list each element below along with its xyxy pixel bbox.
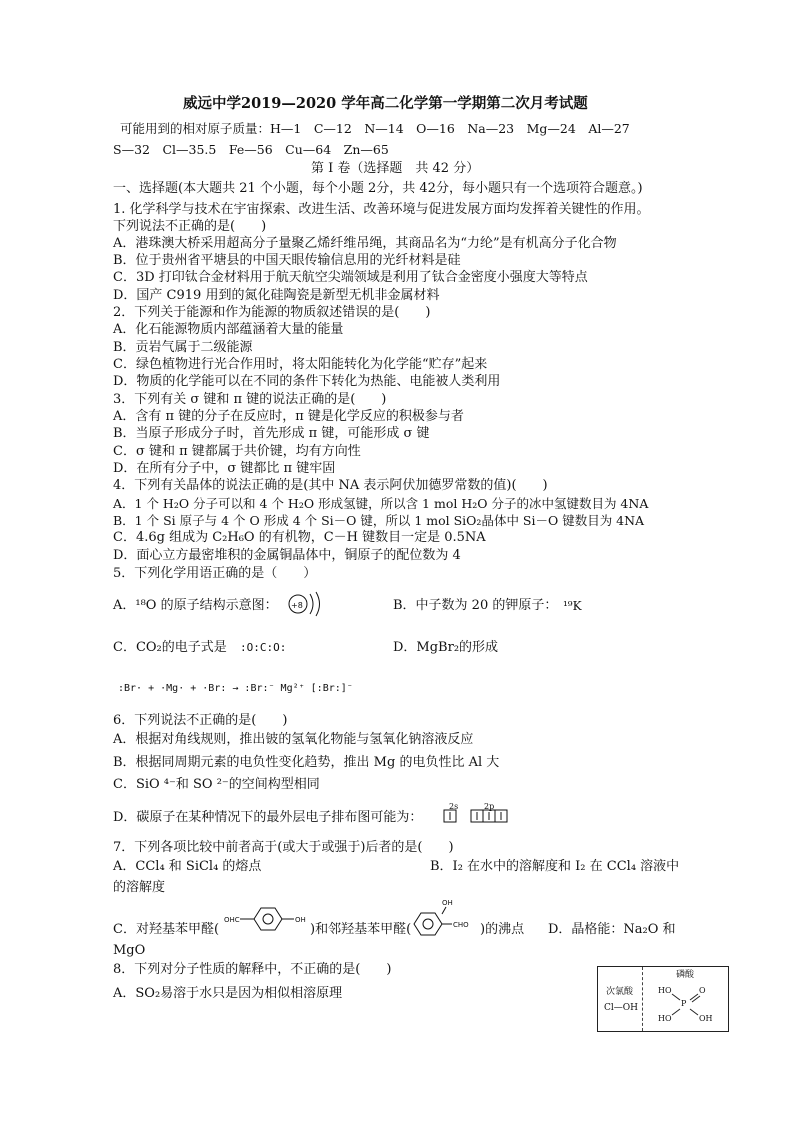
q5-stem: 5．下列化学用语正确的是（ ） [113, 566, 317, 581]
q7-stem: 7．下列各项比较中前者高于(或大于或强于)后者的是( ) [113, 840, 454, 855]
phosphoric-ho-bottom: HO [658, 1014, 672, 1023]
q7-option-c-suffix: )的沸点 [480, 922, 525, 937]
q3-option-d: D．在所有分子中，σ 键都比 π 键牢固 [113, 461, 336, 476]
phosphoric-acid-label: 磷酸 [676, 970, 695, 980]
phosphoric-double-bond-o: O [699, 986, 706, 995]
phosphorus-atom: P [681, 999, 687, 1008]
q7-option-d-cont: MgO [113, 943, 146, 958]
q1-option-b: B．位于贵州省平塘县的中国天眼传输信息用的光纤材料是硅 [113, 253, 461, 268]
q2-option-d: D．物质的化学能可以在不同的条件下转化为热能、电能被人类利用 [113, 374, 501, 389]
phosphoric-ho-top: HO [658, 986, 672, 995]
q5-option-a: A．¹⁸O 的原子结构示意图： [113, 598, 278, 613]
q6-option-c: C．SiO ⁴⁻和 SO ²⁻的空间构型相同 [113, 777, 320, 792]
q4-option-b: B．1 个 Si 原子与 4 个 O 形成 4 个 Si－O 键，所以 1 mol SiO₂晶体中 Si－O 键数目为 4NA [113, 513, 645, 528]
q3-option-b: B．当原子形成分子时，首先形成 π 键，可能形成 σ 键 [113, 426, 430, 441]
q1-option-c: C．3D 打印钛合金材料用于航天航空尖端领域是利用了钛合金密度小强度大等特点 [113, 270, 588, 285]
q3-stem: 3．下列有关 σ 键和 π 键的说法正确的是( ) [113, 392, 387, 407]
q4-stem: 4．下列有关晶体的说法正确的是(其中 NA 表示阿伏加德罗常数的值)( ) [113, 478, 548, 493]
q7-option-b: B．I₂ 在水中的溶解度和 I₂ 在 CCl₄ 溶液中 [430, 859, 680, 874]
q7-option-c-prefix: C．对羟基苯甲醛( [113, 922, 220, 937]
phosphoric-oh: OH [699, 1014, 713, 1023]
q2-stem: 2．下列关于能源和作为能源的物质叙述错误的是( ) [113, 305, 431, 320]
q5-option-b: B．中子数为 20 的钾原子： [393, 598, 558, 613]
section-title: 第 I 卷（选择题 共 42 分） [311, 161, 480, 176]
q7-option-d: D．晶格能：Na₂O 和 [548, 922, 676, 937]
atomic-structure-diagram [286, 590, 326, 620]
ortho-top-group: OH [442, 899, 453, 907]
orbital-label-2p: 2p [484, 802, 495, 811]
q6-stem: 6．下列说法不正确的是( ) [113, 713, 288, 728]
q3-option-c: C．σ 键和 π 键都属于共价键，均有方向性 [113, 444, 361, 459]
phosphoric-bonds [598, 967, 728, 1031]
co2-electron-formula: :O:C:O: [240, 641, 287, 654]
para-hydroxybenzaldehyde-structure [222, 904, 314, 934]
para-left-group: OHC [224, 916, 240, 924]
orbital-label-2s: 2s [449, 802, 459, 811]
q3-option-a: A．含有 π 键的分子在反应时，π 键是化学反应的积极参与者 [113, 409, 464, 424]
q4-option-d: D．面心立方最密堆积的金属铜晶体中，铜原子的配位数为 4 [113, 548, 461, 563]
q5-option-c: C．CO₂的电子式是 [113, 640, 227, 655]
ortho-hydroxybenzaldehyde-structure [408, 896, 480, 938]
atomic-masses-line1: 可能用到的相对原子质量：H—1 C—12 N—14 O—16 Na—23 Mg—24 Al—27 [120, 121, 630, 136]
q5-option-d: D．MgBr₂的形成 [393, 640, 499, 655]
q4-option-c: C．4.6g 组成为 C₂H₆O 的有机物，C－H 键数目一定是 0.5NA [113, 530, 486, 545]
q1-option-d: D．国产 C919 用到的氮化硅陶瓷是新型无机非金属材料 [113, 288, 440, 303]
q4-option-a: A．1 个 H₂O 分子可以和 4 个 H₂O 形成氢键，所以含 1 mol H₂O 分子的冰中氢键数目为 4NA [113, 496, 649, 511]
q8-option-a: A．SO₂易溶于水只是因为相似相溶原理 [113, 986, 343, 1001]
potassium-symbol: ¹⁹K [563, 599, 582, 613]
q2-option-c: C．绿色植物进行光合作用时，将太阳能转化为化学能“贮存”起来 [113, 357, 488, 372]
ortho-right-group: CHO [453, 921, 469, 929]
q2-option-b: B．贡岩气属于二级能源 [113, 340, 253, 355]
hypochlorous-acid-formula: Cl—OH [604, 1003, 638, 1013]
exam-title: 威远中学2019—2020 学年高二化学第一学期第二次月考试题 [183, 95, 588, 112]
atomic-masses-line2: S—32 Cl—35.5 Fe—56 Cu—64 Zn—65 [113, 142, 389, 157]
q7-option-a: A．CCl₄ 和 SiCl₄ 的熔点 [113, 859, 262, 874]
q2-option-a: A．化石能源物质内部蕴涵着大量的能量 [113, 322, 344, 337]
q6-option-b: B．根据同周期元素的电负性变化趋势，推出 Mg 的电负性比 Al 大 [113, 755, 500, 770]
q6-option-d: D．碳原子在某种情况下的最外层电子排布图可能为： [113, 810, 423, 825]
q6-option-a: A．根据对角线规则，推出铍的氢氧化物能与氢氧化钠溶液反应 [113, 732, 474, 747]
q7-option-b-cont: 的溶解度 [113, 880, 166, 895]
q7-option-c-middle: )和邻羟基苯甲醛( [310, 922, 412, 937]
mgbr2-formation-equation: :Br· + ·Mg· + ·Br: → :Br:⁻ Mg²⁺ [:Br:]⁻ [118, 683, 353, 694]
q1-option-a: A．港珠澳大桥采用超高分子量聚乙烯纤维吊绳，其商品名为“力纶”是有机高分子化合物 [113, 236, 617, 251]
hypochlorous-acid-label: 次氯酸 [606, 987, 634, 997]
electron-orbital-diagram [443, 809, 521, 823]
nucleus-charge: +8 [291, 601, 303, 610]
q1-stem-line2: 下列说法不正确的是( ) [113, 219, 267, 234]
section-instructions: 一、选择题(本大题共 21 个小题，每个小题 2分，共 42分，每小题只有一个选项符合题意。) [113, 181, 643, 196]
q1-stem-line1: 1. 化学科学与技术在宇宙探索、改进生活、改善环境与促进发展方面均发挥着关键性的作用。 [113, 202, 650, 217]
q8-stem: 8．下列对分子性质的解释中，不正确的是( ) [113, 962, 392, 977]
acid-structure-table [597, 966, 729, 1032]
para-right-group: OH [295, 916, 306, 924]
